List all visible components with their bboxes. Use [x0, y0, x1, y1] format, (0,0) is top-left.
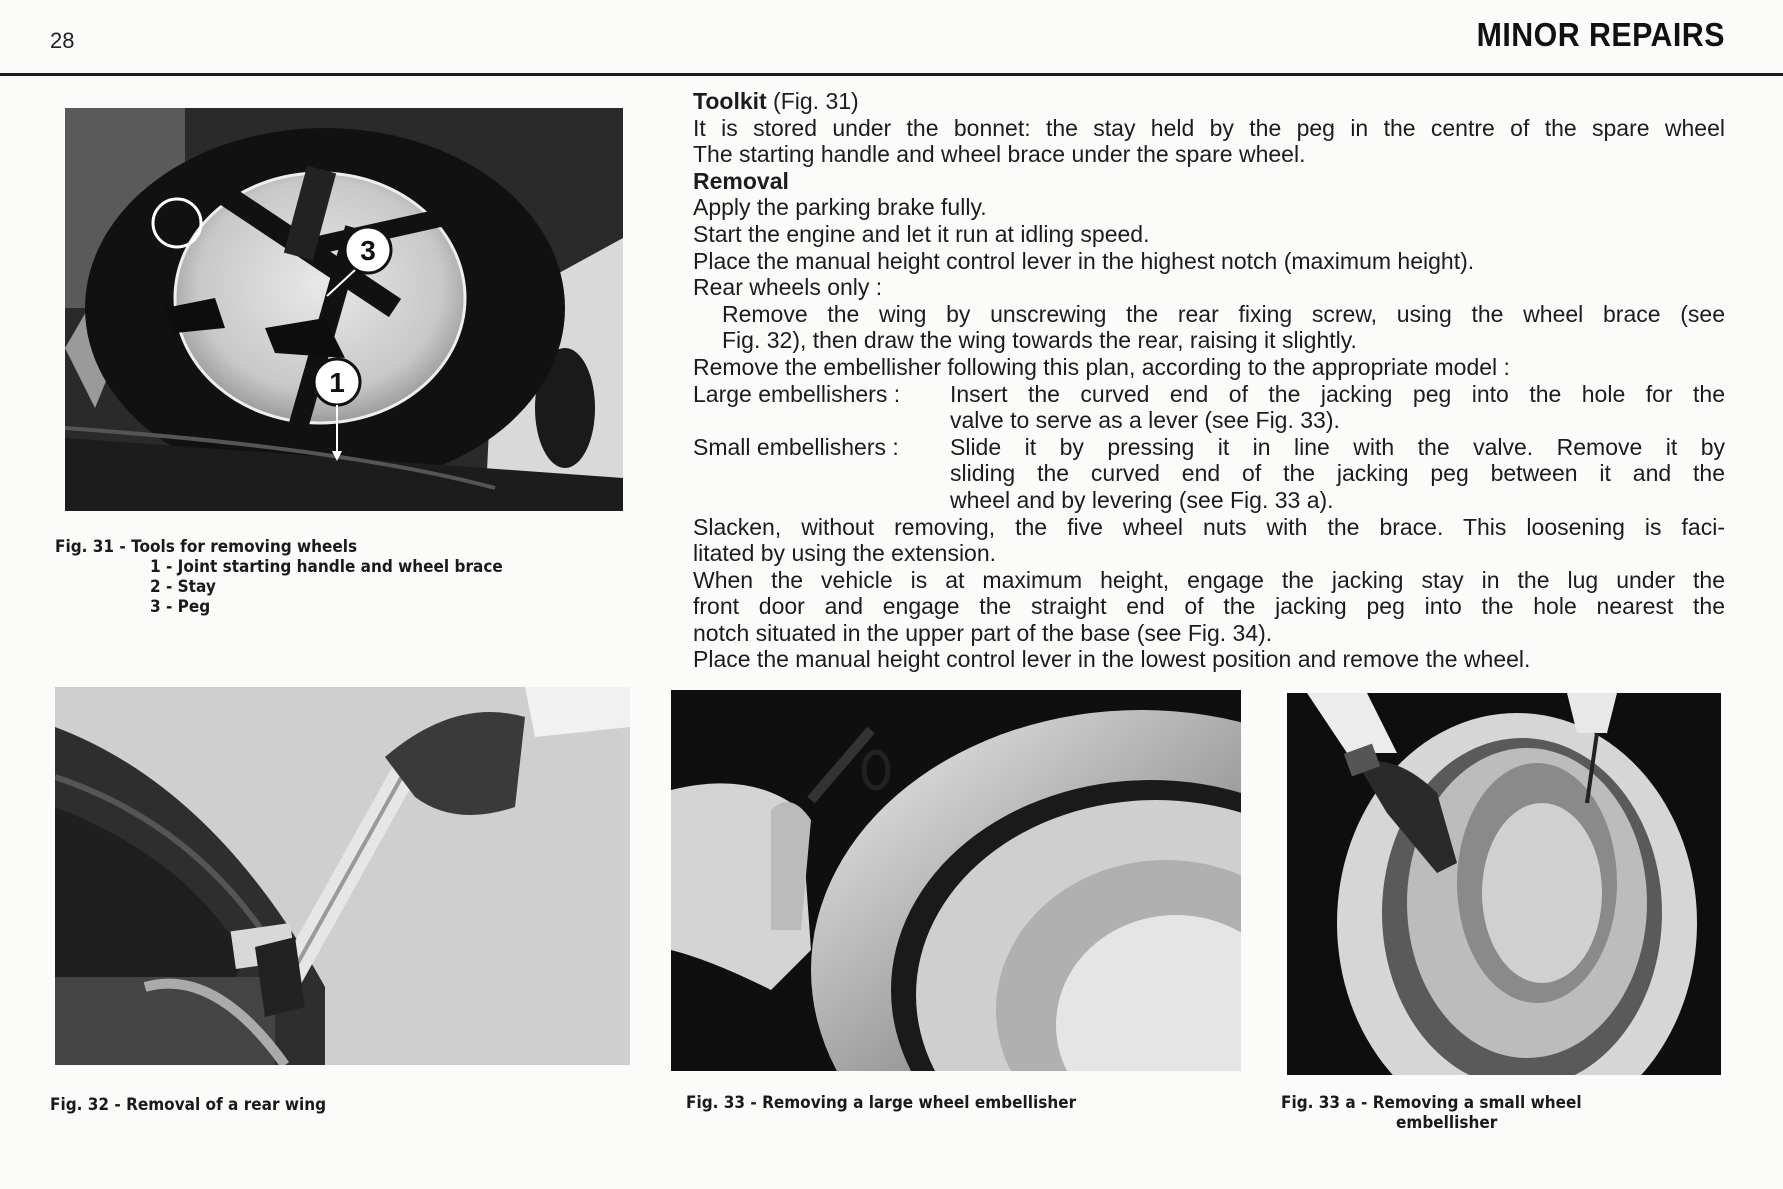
svg-text:3: 3: [360, 235, 376, 266]
embellisher-small: [693, 434, 1725, 514]
fig33a-caption-line1: Fig. 33 a - Removing a small wheel: [1281, 1093, 1582, 1113]
fig31-legend: [150, 557, 503, 617]
text-line: Place the manual height control lever in the highest notch (maximum height).: [693, 247, 1475, 274]
section-title: MINOR REPAIRS: [1476, 16, 1725, 53]
fig32-photo: [55, 687, 630, 1065]
fig33a-caption-line2: embellisher: [1396, 1113, 1498, 1133]
legend-item: 1 - Joint starting handle and wheel brace: [150, 557, 503, 577]
text-line: valve to serve as a lever (see Fig. 33).: [950, 407, 1340, 434]
text-line: front door and engage the straight end of the jacking peg into the hole nearest the: [693, 593, 1725, 620]
svg-text:2: 2: [169, 208, 185, 239]
fig33-caption: Fig. 33 - Removing a large wheel embellisher: [686, 1093, 1077, 1113]
heading-toolkit-ref: (Fig. 31): [766, 88, 859, 114]
body-text: [693, 88, 1725, 673]
fig32-caption: Fig. 32 - Removal of a rear wing: [50, 1095, 327, 1115]
legend-item: 3 - Peg: [150, 597, 211, 617]
fig31-photo: [65, 108, 623, 511]
text-line: Apply the parking brake fully.: [693, 194, 987, 221]
embellisher-large: [693, 381, 1725, 434]
text-line: Slacken, without removing, the five wheel nuts with the brace. This loosening is faci-: [693, 513, 1725, 540]
text-line: It is stored under the bonnet: the stay held by the peg in the centre of the spare wheel: [693, 114, 1725, 141]
text-line: sliding the curved end of the jacking peg between it and the: [950, 460, 1725, 487]
text-line: Start the engine and let it run at idling speed.: [693, 220, 1150, 247]
text-line: Place the manual height control lever in the lowest position and remove the wheel.: [693, 646, 1531, 673]
text-line: wheel and by levering (see Fig. 33 a).: [950, 486, 1334, 513]
def-term: Large embellishers :: [693, 380, 901, 407]
text-line: Slide it by pressing it in line with the valve. Remove it by: [950, 433, 1725, 460]
page-number: 28: [50, 28, 75, 53]
legend-item: 2 - Stay: [150, 577, 216, 597]
header-rule: [0, 73, 1783, 76]
text-line: Rear wheels only :: [693, 274, 883, 301]
text-line: The starting handle and wheel brace under the spare wheel.: [693, 141, 1306, 168]
text-line: Remove the wing by unscrewing the rear fixing screw, using the wheel brace (see: [722, 300, 1725, 327]
svg-text:1: 1: [329, 367, 345, 398]
heading-removal: Removal: [693, 167, 789, 194]
text-line: Insert the curved end of the jacking peg into the hole for the: [950, 380, 1725, 407]
heading-toolkit: Toolkit: [693, 88, 767, 114]
text-line: Remove the embellisher following this plan, according to the appropriate model :: [693, 353, 1510, 380]
fig33-photo: [671, 690, 1241, 1071]
text-line: When the vehicle is at maximum height, engage the jacking stay in the lug under the: [693, 566, 1725, 593]
def-term: Small embellishers :: [693, 433, 899, 460]
text-line: notch situated in the upper part of the base (see Fig. 34).: [693, 619, 1273, 646]
fig31-caption: Fig. 31 - Tools for removing wheels: [55, 537, 358, 557]
fig33a-photo: [1287, 693, 1721, 1075]
text-line: litated by using the extension.: [693, 540, 997, 567]
text-line: Fig. 32), then draw the wing towards the rear, raising it slightly.: [722, 327, 1357, 354]
